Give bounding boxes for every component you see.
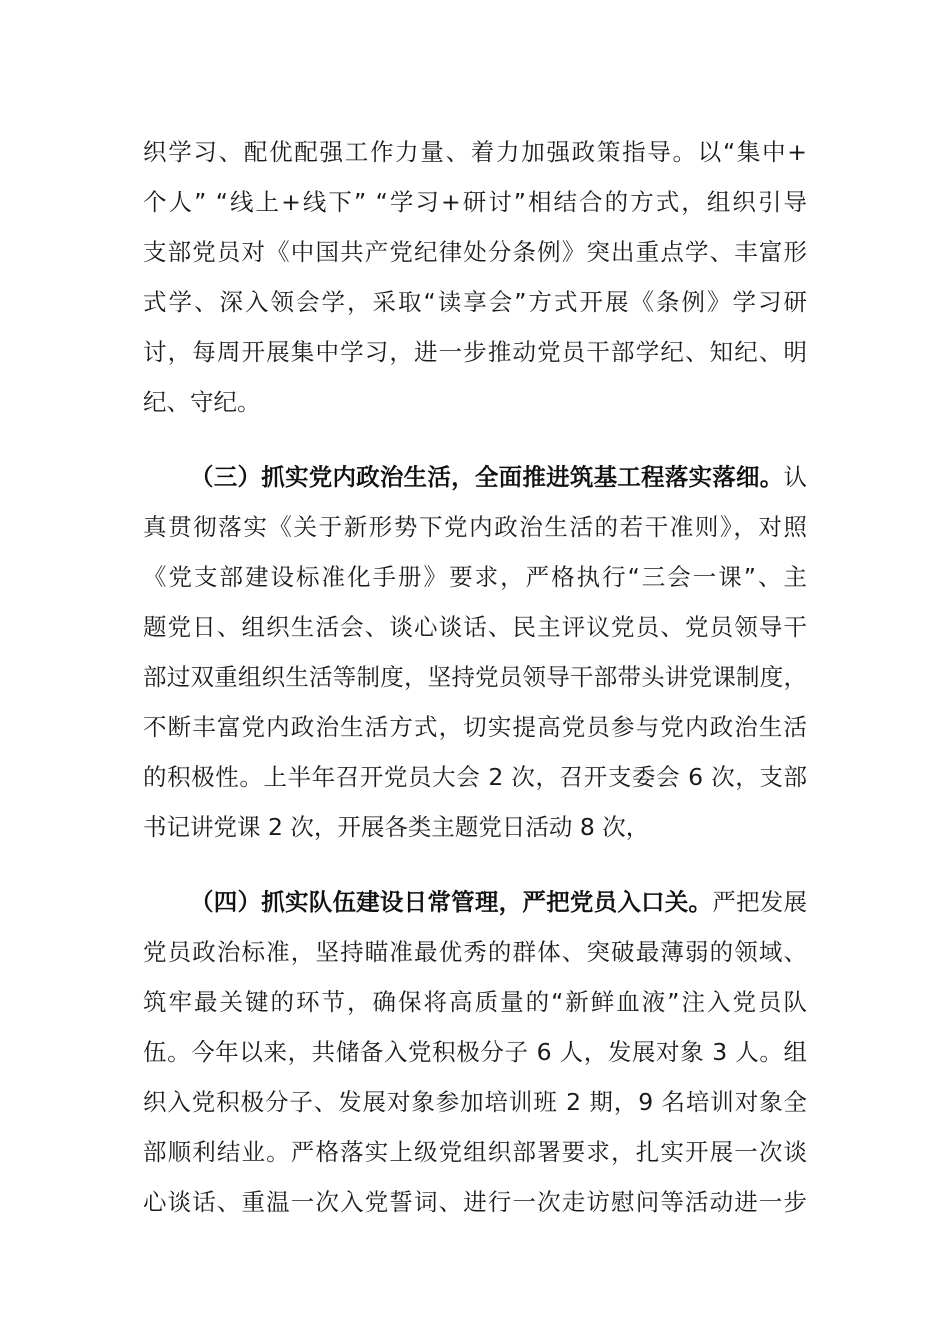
text-line: 部过双重组织生活等制度，坚持党员领导干部带头讲党课制度， [143, 663, 807, 691]
text-line: 部顺利结业。严格落实上级党组织部署要求，扎实开展一次谈 [143, 1138, 807, 1166]
text-line: 讨，每周开展集中学习，进一步推动党员干部学纪、知纪、明 [143, 338, 807, 366]
paragraph-spacer [143, 852, 807, 877]
paragraph-first-line [143, 452, 807, 502]
text-line: 不断丰富党内政治生活方式，切实提高党员参与党内政治生活 [143, 713, 807, 741]
heading-trailing-text: 认 [783, 463, 807, 491]
text-line: 题党日、组织生活会、谈心谈话、民主评议党员、党员领导干 [143, 613, 807, 641]
text-line: 真贯彻落实《关于新形势下党内政治生活的若干准则》，对照 [143, 513, 807, 541]
paragraph-1 [143, 127, 807, 427]
text-line: 书记讲党课 2 次，开展各类主题党日活动 8 次， [143, 813, 650, 841]
heading-trailing-text: 严把发展 [712, 888, 808, 916]
text-line: 式学、深入领会学，采取“读享会”方式开展《条例》学习研 [143, 288, 807, 316]
text-line: 个人” “线上+线下” “学习+研讨”相结合的方式，组织引导 [143, 188, 807, 216]
text-line: 伍。今年以来，共储备入党积极分子 6 人，发展对象 3 人。组 [143, 1038, 807, 1066]
text-line: 织学习、配优配强工作力量、着力加强政策指导。以“集中+ [143, 138, 807, 166]
text-line: 《党支部建设标准化手册》要求，严格执行“三会一课”、主 [143, 563, 807, 591]
text-line: 的积极性。上半年召开党员大会 2 次，召开支委会 6 次，支部 [143, 763, 807, 791]
text-line: 党员政治标准，坚持瞄准最优秀的群体、突破最薄弱的领域、 [143, 938, 807, 966]
text-line: 筑牢最关键的环节，确保将高质量的“新鲜血液”注入党员队 [143, 988, 807, 1016]
section-heading: （四）抓实队伍建设日常管理，严把党员入口关。 [190, 888, 713, 916]
text-line: 织入党积极分子、发展对象参加培训班 2 期，9 名培训对象全 [143, 1088, 807, 1116]
document-page [143, 127, 807, 1227]
text-line: 心谈话、重温一次入党誓词、进行一次走访慰问等活动进一步 [143, 1188, 807, 1216]
text-line: 支部党员对《中国共产党纪律处分条例》突出重点学、丰富形 [143, 238, 807, 266]
section-heading: （三）抓实党内政治生活，全面推进筑基工程落实落细。 [190, 463, 784, 491]
paragraph-first-line [143, 877, 807, 927]
text-line: 纪、守纪。 [143, 388, 261, 416]
paragraph-spacer [143, 427, 807, 452]
paragraph-2 [143, 452, 807, 852]
paragraph-3 [143, 877, 807, 1227]
